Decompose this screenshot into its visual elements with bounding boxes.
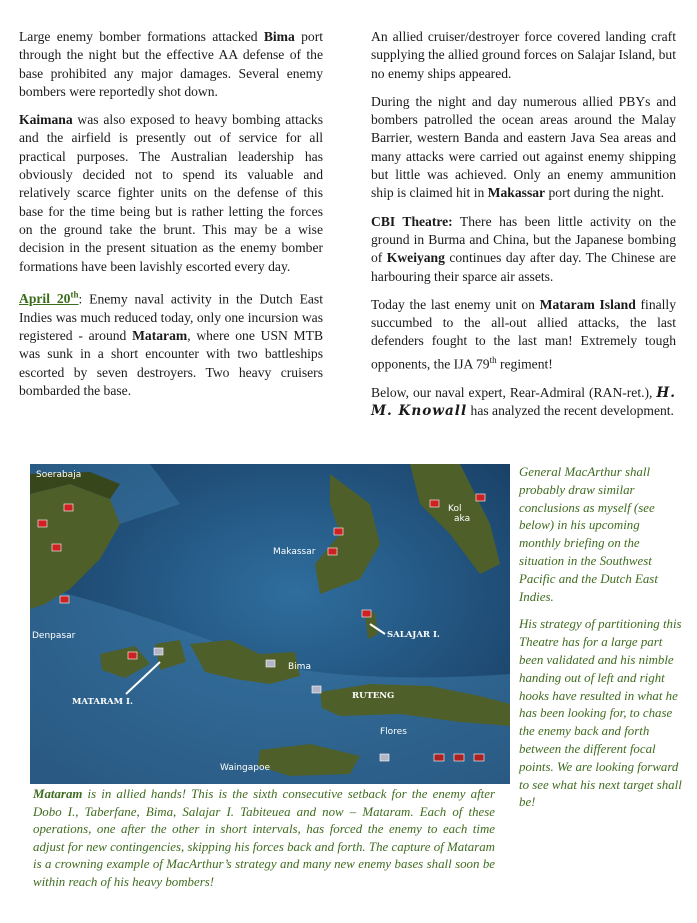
map-label-denpasar: Denpasar [32, 631, 76, 641]
text: port through the night but the effective AA defense of the base prohibited any major damages. Several enemy bombers were reportedly shot down. [19, 29, 323, 99]
date-heading: April 20th [19, 289, 79, 307]
map-label-makassar: Makassar [273, 547, 316, 557]
place-name: Mataram [132, 327, 188, 343]
left-column [19, 28, 323, 410]
paragraph-naval-expert: Below, our naval expert, Rear-Admiral (RAN-ret.), H. M. Knowall has analyzed the recent development. [371, 384, 676, 419]
place-name: Bima [263, 29, 295, 44]
paragraph-patrols: During the night and day numerous allied PBYs and bombers patrolled the ocean areas around the Malay Barrier, western Banda and eastern Java Sea areas and many attacks were carried out against enemy shipping but little was achieved. Only an enemy ammunition ship is claimed hit in Makassar port during the night. [371, 93, 676, 201]
map-label-flores: Flores [380, 727, 407, 737]
section-label: CBI Theatre: [371, 213, 453, 229]
side-note [519, 464, 683, 822]
place-name: Mataram [33, 787, 83, 801]
author-signature: H. M. Knowall [371, 384, 676, 419]
map-label-ruteng: RUTENG [352, 691, 395, 701]
campaign-map [30, 464, 510, 784]
map-label-mataram: MATARAM I. [72, 697, 133, 707]
place-name: Kweiyang [386, 250, 445, 266]
map-caption [33, 786, 495, 892]
right-column [371, 28, 676, 430]
text: was also exposed to heavy bombing attacks and the airfield is presently out of service for all practical purposes. The Australian leadership has obviously decided not to spend its valuable and relatively scarce fighter units on the defense of this base for the time being but is rather letting the forces on the ground take the brunt. This may be a wise decision in the present situation as the enemy bomber formations have been lavishly escorted every day. [19, 112, 323, 274]
place-name: Mataram Island [539, 296, 636, 312]
text: , where one USN MTB was sunk in a short encounter with two battleships escorted by seven destroyers. Two heavy cruisers bombarded the base. [19, 327, 324, 398]
paragraph-kaimana [19, 111, 323, 276]
place-name: Makassar [487, 185, 546, 201]
paragraph-cbi: CBI Theatre: There has been little activity on the ground in Burma and China, but the Japanese bombing of Kweiyang continues day after day. The Chinese are harbouring their sparce air assets. [371, 213, 676, 284]
map-label-salajar: SALAJAR I. [387, 630, 440, 640]
map-label-soerabaja: Soerabaja [36, 470, 82, 480]
text: : Enemy naval activity in the Dutch East Indies was much reduced today, only one incursion was registered - around [19, 291, 323, 343]
caption-text: is in allied hands! This is the sixth consecutive setback for the enemy after Dobo I., Taberfane, Bima, Salajar I. Tabiteuea and now – Mataram. Each of these operations, one after the other in short intervals, has forced the enemy to each time adjust for new contingencies, skipping his forces back and forth. The capture of Mataram is a crowning example of MacArthur’s strategy and many new enemy bases shall soon be within reach of his heavy bombers! [33, 787, 495, 889]
paragraph-april-20 [19, 286, 323, 400]
paragraph-bima [19, 28, 323, 101]
map-label-bima: Bima [288, 662, 311, 672]
side-note-paragraph: General MacArthur shall probably draw similar conclusions as myself (see below) in his upcoming monthly briefing on the situation in the Southwest Pacific and the Dutch East Indies. [519, 465, 658, 604]
map-label-kolaka: aka [454, 514, 471, 524]
paragraph-mataram: Today the last enemy unit on Mataram Island finally succumbed to the all-out allied attacks, the last defenders fought to the last man! Extremely tough opponents, the IJA 79th regiment! [371, 296, 677, 372]
paragraph-salajar: An allied cruiser/destroyer force covered landing craft supplying the allied ground forces on Salajar Island, but no enemy ships appeared. [371, 29, 676, 81]
place-name: Kaimana [19, 112, 73, 128]
side-note-paragraph: His strategy of partitioning this Theatre has for a large part been validated and his nimble handing out of left and right hooks have resulted in what he has been looking for, to chase the enemy back and forth between the different focal points. We are looking forward to see what his next target shall be! [519, 617, 682, 810]
map-label-waingapoe: Waingapoe [220, 763, 271, 773]
map-label-kolaka: Kol [448, 504, 462, 514]
text: Large enemy bomber formations attacked [19, 29, 264, 44]
